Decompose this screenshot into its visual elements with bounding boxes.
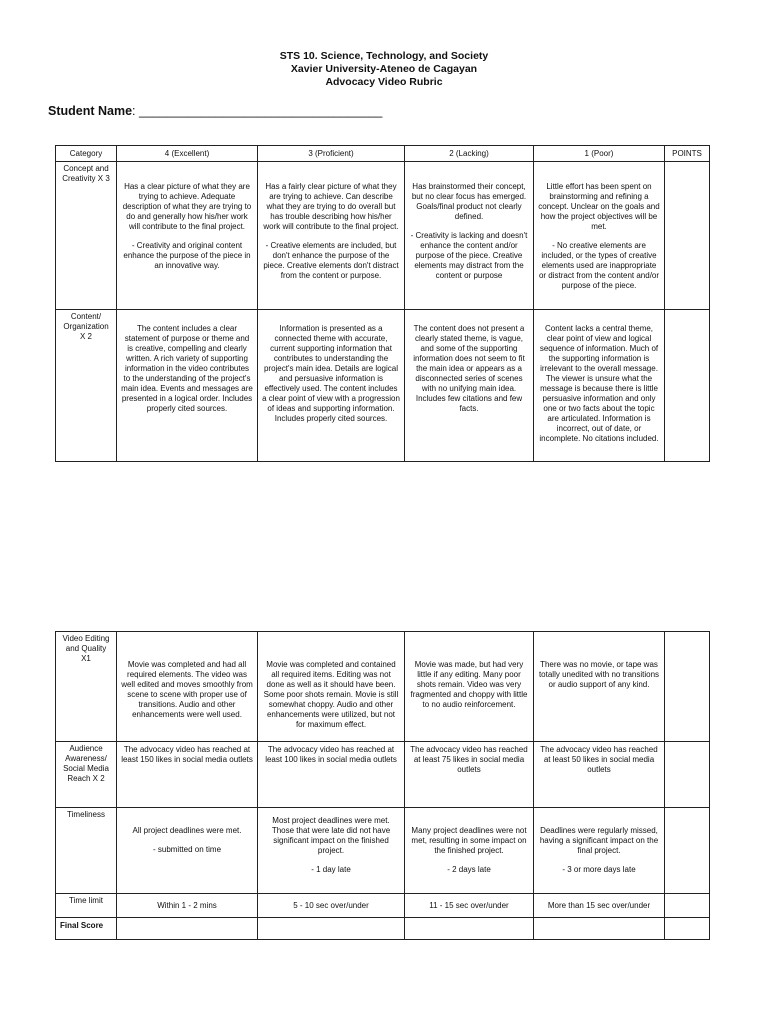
points-cell[interactable] [665,632,710,742]
col-header-excellent: 4 (Excellent) [117,146,258,162]
criteria-text: Deadlines were regularly missed, having a significant impact on the final project. [539,826,659,855]
criteria-text: Movie was made, but had very little if any editing. Many poor shots remain. Video was very fragmented and choppy with little to no audio reinforcement. [410,660,528,709]
student-name-label: Student Name [48,104,133,118]
criteria-text: Information is presented as a connected theme with accurate, current supporting information that contributes to understanding the project's main idea. Details are logical and persuasive information is effectively used. The content includes a clear point of view with a progression of ideas and supporting information. Includes properly cited sources. [262,324,400,423]
points-cell[interactable] [665,310,710,462]
student-name-field [48,104,382,118]
criteria-text: - 3 or more days late [562,865,636,874]
table-row [56,162,710,310]
category-cell: Audience Awareness/ Social Media Reach X 2 [56,742,117,808]
criteria-cell [405,808,534,894]
criteria-cell [117,894,258,918]
criteria-text: - submitted on time [152,845,222,854]
category-cell: Concept and Creativity X 3 [56,162,117,310]
university-name: Xavier University-Ateneo de Cagayan [290,63,478,75]
empty-cell [405,918,534,940]
criteria-cell [405,894,534,918]
final-score-row [56,918,710,940]
criteria-text: Has a clear picture of what they are trying to achieve. Adequate description of what they are trying to do and generally how his/her work will contribute to the final project. [122,182,252,231]
category-cell: Timeliness [56,808,117,894]
criteria-cell [117,310,258,462]
criteria-text: - Creativity is lacking and doesn't enhance the content and/or purpose of the piece. Creative elements may distract from the content or purpose [410,231,528,280]
document-header [0,50,768,89]
table-row [56,742,710,808]
criteria-text: More than 15 sec over/under [547,901,651,910]
criteria-text: - Creative elements are included, but don't enhance the purpose of the piece. Creative elements don't distract from the content or purpose. [263,241,399,280]
points-cell[interactable] [665,808,710,894]
criteria-text: Has brainstormed their concept, but no clear focus has emerged. Goals/final product not clearly defined. [411,182,527,221]
criteria-cell [117,162,258,310]
criteria-cell [117,808,258,894]
criteria-text: Has a fairly clear picture of what they are trying to achieve. Can describe what they are trying to do overall but has trouble describing how his/her work will contribute to the final project. [263,182,399,231]
criteria-text: - 1 day late [311,865,351,874]
student-name-blank: : ___________________________________ [132,104,383,118]
rubric-table-part-1 [55,145,710,462]
criteria-text: - 2 days late [447,865,491,874]
points-cell[interactable] [665,894,710,918]
criteria-text: 11 - 15 sec over/under [429,901,509,910]
criteria-cell [117,632,258,742]
criteria-text: Within 1 - 2 mins [157,901,217,910]
header-row [56,146,710,162]
category-cell: Time limit [56,894,117,918]
criteria-cell [534,894,665,918]
criteria-cell [258,808,405,894]
criteria-text: The advocacy video has reached at least 50 likes in social media outlets [540,745,658,774]
criteria-cell [258,894,405,918]
table-row [56,632,710,742]
col-header-lacking: 2 (Lacking) [405,146,534,162]
empty-cell [258,918,405,940]
criteria-text: All project deadlines were met. [132,826,242,835]
empty-cell [534,918,665,940]
table-row [56,310,710,462]
points-cell[interactable] [665,162,710,310]
criteria-text: The advocacy video has reached at least 150 likes in social media outlets [121,745,253,764]
criteria-text: Most project deadlines were met. Those that were late did not have significant impact on the finished project. [271,816,391,855]
criteria-text: The content includes a clear statement of purpose or theme and is creative, compelling and clearly written. A rich variety of supporting information in the video contributes to the understanding of the project's main idea. Events and messages are presented in a logical order. Includes properly cited sources. [121,324,253,413]
criteria-cell [258,310,405,462]
criteria-cell [534,808,665,894]
criteria-cell [534,162,665,310]
rubric-table-part-2 [55,631,710,940]
criteria-cell [534,310,665,462]
criteria-cell [258,632,405,742]
criteria-text: Movie was completed and contained all required items. Editing was not done as well as it should have been. Some poor shots remain. Movie is still somewhat choppy. Audio and other enhancements were utilized, but not for maximum effect. [263,660,399,729]
criteria-cell [405,310,534,462]
rubric-title: Advocacy Video Rubric [325,76,443,88]
criteria-text: 5 - 10 sec over/under [293,901,369,910]
criteria-cell [534,742,665,808]
criteria-cell [258,742,405,808]
table-row [56,808,710,894]
col-header-poor: 1 (Poor) [534,146,665,162]
category-cell: Content/ Organization X 2 [56,310,117,462]
empty-cell [117,918,258,940]
criteria-text: Content lacks a central theme, clear point of view and logical sequence of information. Much of the supporting information is irrelevant to the overall message. The viewer is unsure what the message is because there is little persuasive information and only one or two facts about the topic are articulated. Information is incorrect, out of date, or incomplete. No citations included. [539,324,659,443]
criteria-cell [405,742,534,808]
criteria-text: - No creative elements are included, or the types of creative elements used are inappropriate or distract from the content and/or purpose of the piece. [538,241,660,290]
criteria-cell [405,162,534,310]
course-title: STS 10. Science, Technology, and Society [279,50,489,62]
criteria-text: The advocacy video has reached at least 75 likes in social media outlets [410,745,528,774]
criteria-text: - Creativity and original content enhance the purpose of the piece in an innovative way. [123,241,251,270]
criteria-cell [117,742,258,808]
col-header-category: Category [56,146,117,162]
criteria-text: There was no movie, or tape was totally unedited with no transitions or audio support of any kind. [538,660,660,689]
points-cell[interactable] [665,742,710,808]
criteria-cell [405,632,534,742]
final-score-value[interactable] [665,918,710,940]
criteria-text: The content does not present a clearly stated theme, is vague, and some of the supporting information does not seem to fit the main idea or appears as a disconnected series of scenes with no unifying main idea. Includes few citations and few facts. [413,324,525,413]
col-header-proficient: 3 (Proficient) [258,146,405,162]
criteria-text: Little effort has been spent on brainstorming and refining a concept. Unclear on the goals and how the project objectives will be met. [538,182,660,231]
criteria-text: Movie was completed and had all required elements. The video was well edited and moves smoothly from scene to scene with proper use of transitions. Audio and other enhancements were well used. [121,660,253,719]
criteria-text: The advocacy video has reached at least 100 likes in social media outlets [265,745,397,764]
table-row [56,894,710,918]
final-score-label: Final Score [56,918,117,940]
criteria-text: Many project deadlines were not met, resulting in some impact on the finished project. [411,826,527,855]
criteria-cell [534,632,665,742]
category-cell: Video Editing and Quality X1 [56,632,117,742]
criteria-cell [258,162,405,310]
col-header-points: POINTS [665,146,710,162]
